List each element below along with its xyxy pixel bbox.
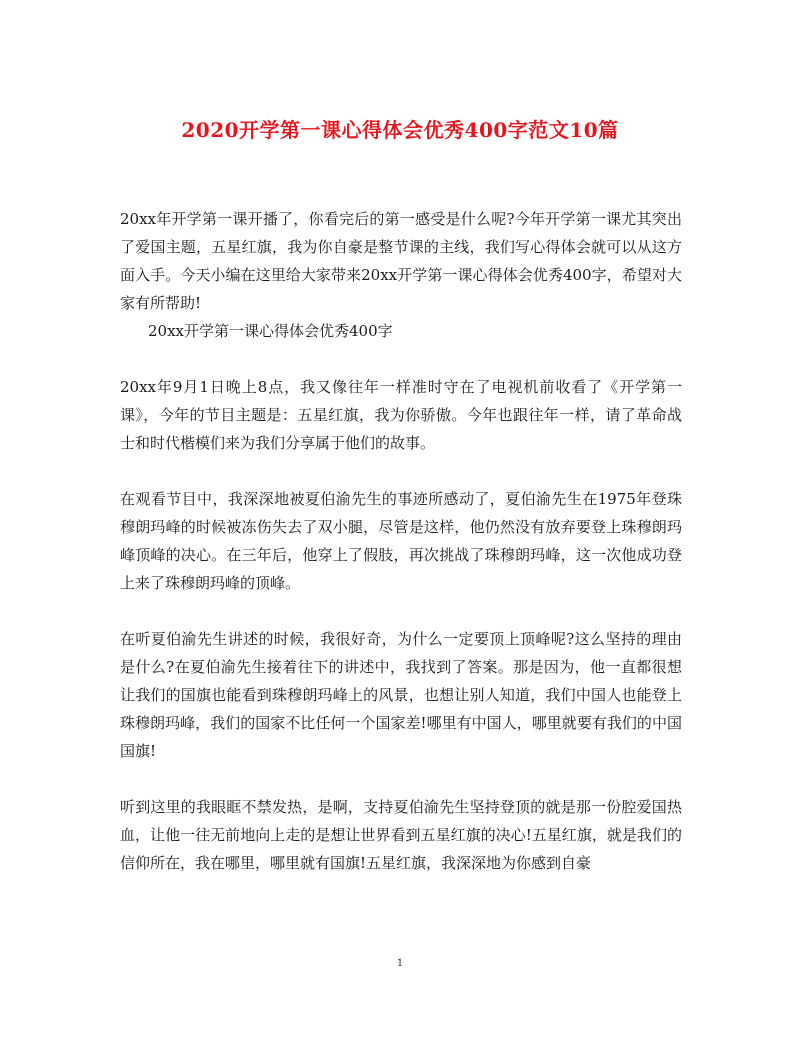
paragraph-3: 在听夏伯渝先生讲述的时候，我很好奇，为什么一定要顶上顶峰呢?这么坚持的理由是什么?在夏伯渝先生接着往下的讲述中，我找到了答案。那是因为，他一直都很想让我们的国旗也能看到珠穆朗玛峰上的风景，也想让别人知道，我们中国人也能登上珠穆朗玛峰，我们的国家不比任何一个国家差!哪里有中国人，哪里就要有我们的中国国旗! [120,630,682,760]
paragraph-4: 听到这里的我眼眶不禁发热，是啊，支持夏伯渝先生坚持登顶的就是那一份腔爱国热血，让他一往无前地向上走的是想让世界看到五星红旗的决心!五星红旗，就是我们的信仰所在，我在哪里，哪里就有国旗!五星红旗，我深深地为你感到自豪 [120,798,682,872]
spacer [120,457,682,485]
document-body [120,205,682,877]
section-heading: 20xx开学第一课心得体会优秀400字 [148,322,393,340]
spacer [120,597,682,625]
paragraph-2: 在观看节目中，我深深地被夏伯渝先生的事迹所感动了，夏伯渝先生在1975年登珠穆朗玛峰的时候被冻伤失去了双小腿，尽管是这样，他仍然没有放弃要登上珠穆朗玛峰顶峰的决心。在三年后，他穿上了假肢，再次挑战了珠穆朗玛峰，这一次他成功登上来了珠穆朗玛峰的顶峰。 [120,490,682,592]
intro-paragraph: 20xx年开学第一课开播了，你看完后的第一感受是什么呢?今年开学第一课尤其突出了爱国主题，五星红旗，我为你自豪是整节课的主线，我们写心得体会就可以从这方面入手。今天小编在这里给大家带来20xx开学第一课心得体会优秀400字，希望对大家有所帮助! [120,210,682,312]
document-title: 2020开学第一课心得体会优秀400字范文10篇 [181,118,619,142]
spacer [120,345,682,373]
page-number: 1 [396,958,404,969]
spacer [120,765,682,793]
paragraph-1: 20xx年9月1日晚上8点，我又像往年一样准时守在了电视机前收看了《开学第一课》，今年的节目主题是：五星红旗，我为你骄傲。今年也跟往年一样，请了革命战士和时代楷模们来为我们分享属于他们的故事。 [120,378,682,452]
